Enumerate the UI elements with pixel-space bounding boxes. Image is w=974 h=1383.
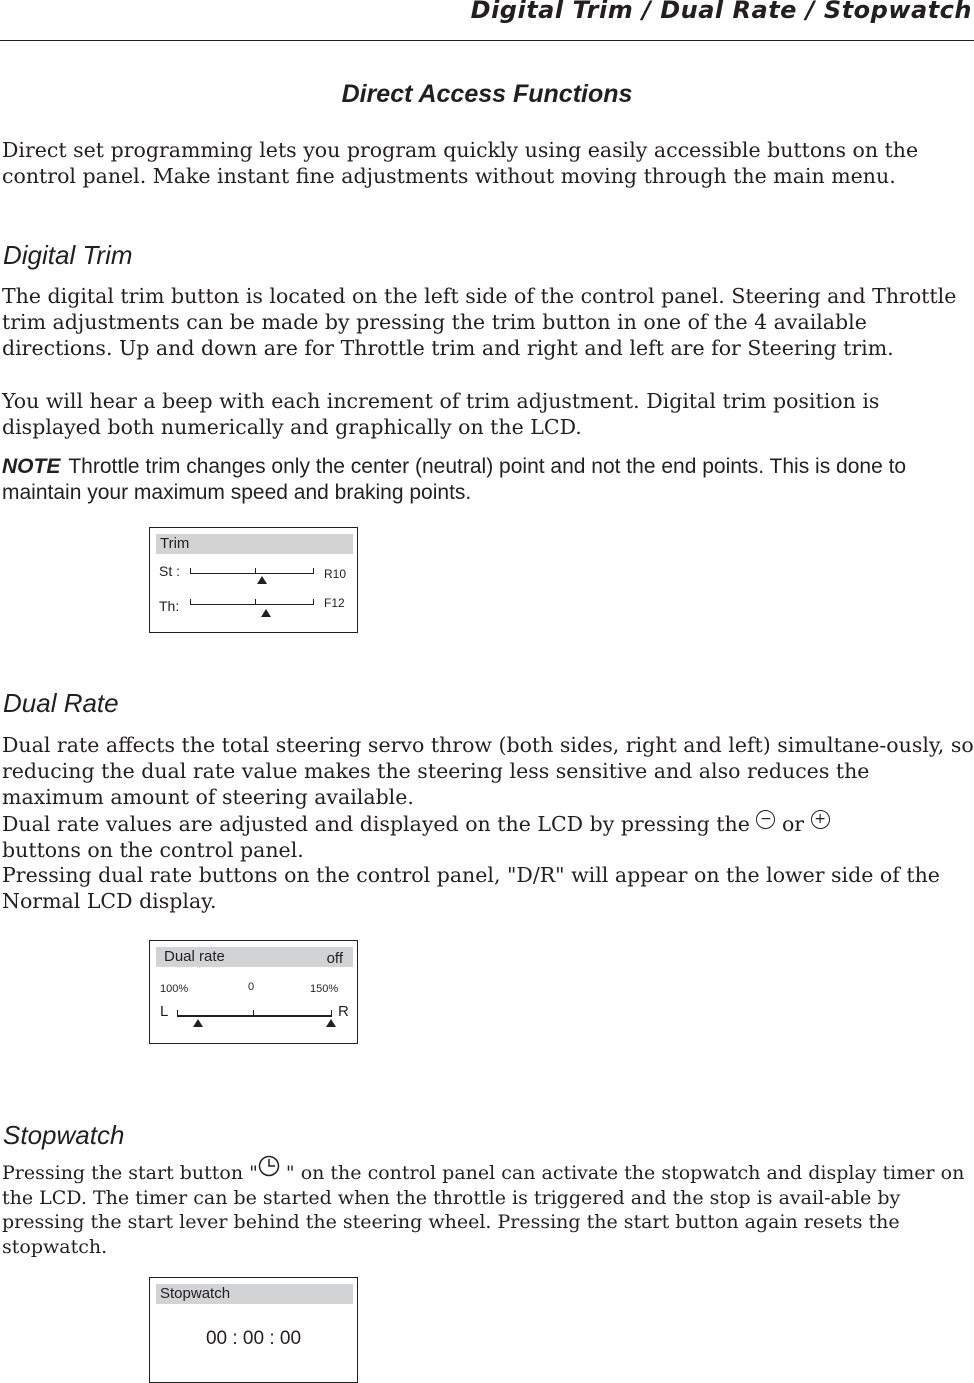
tick — [313, 568, 314, 573]
dual-rate-status: off — [326, 950, 343, 967]
tick — [255, 568, 256, 573]
throttle-trim-marker — [261, 609, 271, 617]
tick — [190, 599, 191, 604]
steering-trim-marker — [257, 576, 267, 584]
page-title: Direct Access Functions — [341, 80, 633, 108]
digital-trim-heading: Digital Trim — [3, 240, 133, 270]
plus-button-icon: + — [811, 810, 830, 829]
stopwatch-body — [2, 1155, 974, 1259]
dual-rate-bar — [177, 1015, 332, 1017]
dual-rate-body-3: Pressing dual rate buttons on the control panel, "D/R" will appear on the lower side of the Normal LCD display. — [2, 863, 940, 913]
center-value: 0 — [248, 981, 255, 993]
dual-rate-body-2 — [2, 810, 974, 863]
left-rate-marker — [193, 1019, 203, 1027]
trim-lcd-title: Trim — [156, 534, 353, 554]
header-rule — [0, 40, 974, 41]
or-text: or — [781, 812, 805, 836]
digital-trim-body: The digital trim button is located on the left side of the control panel. Steering and Throttle trim adjustments can be made by pressing the trim button in one of the 4 available directions. Up and down are for Throttle trim and right and left are for Steering trim. — [2, 284, 957, 360]
note-text: Throttle trim changes only the center (neutral) point and not the end points. This is done to maintain your maximum speed and braking points. — [2, 455, 907, 504]
stopwatch-lcd — [149, 1277, 358, 1383]
note-label: NOTE — [2, 455, 61, 478]
stopwatch-heading: Stopwatch — [3, 1120, 125, 1150]
dual-rate-text: Dual rate values are adjusted and displayed on the LCD by pressing the — [2, 812, 750, 836]
stopwatch-text-post: " on the control panel can activate the stopwatch and display timer on the LCD. The timer can be started when the throttle is triggered and the stop is avail-able by pressing the start lever behind the steering wheel. Pressing the start button again resets the stopwatch. — [2, 1162, 965, 1258]
tick — [313, 599, 314, 604]
dual-rate-lcd — [149, 940, 358, 1044]
intro-paragraph: Direct set programming lets you program quickly using easily accessible buttons on the control panel. Make instant fine adjustments without moving through the main menu. — [2, 138, 919, 188]
throttle-trim-value: F12 — [324, 596, 345, 610]
tick — [253, 1010, 254, 1015]
tick — [331, 1010, 332, 1015]
steering-trim-value: R10 — [324, 567, 347, 581]
stopwatch-time: 00 : 00 : 00 — [205, 1328, 302, 1349]
dual-rate-body: Dual rate affects the total steering servo throw (both sides, right and left) simultane-ously, so reducing the dual rate value makes the steering less sensitive and also reduces the maximum amount of steering available. — [2, 733, 974, 809]
tick — [255, 599, 256, 604]
tick — [177, 1010, 178, 1015]
throttle-trim-bar — [190, 604, 314, 605]
stopwatch-text: Pressing the start button " — [2, 1162, 258, 1184]
steering-label: St : — [159, 563, 181, 579]
dual-rate-heading: Dual Rate — [3, 688, 119, 718]
right-percent: 150% — [310, 983, 339, 995]
stopwatch-lcd-title: Stopwatch — [156, 1284, 353, 1304]
running-header: Digital Trim / Dual Rate / Stopwatch — [470, 0, 972, 24]
left-percent: 100% — [160, 983, 189, 995]
digital-trim-body-2: You will hear a beep with each increment of trim adjustment. Digital trim position is displayed both numerically and graphically on the LCD. — [2, 389, 880, 439]
throttle-label: Th: — [159, 598, 180, 614]
left-label: L — [160, 1003, 169, 1020]
dual-rate-lcd-title: Dual rate — [156, 947, 353, 967]
right-label: R — [338, 1003, 349, 1020]
right-rate-marker — [326, 1019, 336, 1027]
trim-lcd — [149, 527, 358, 633]
steering-trim-bar — [190, 573, 314, 574]
clock-icon — [258, 1155, 280, 1177]
minus-button-icon: − — [756, 810, 775, 829]
tick — [190, 568, 191, 573]
dual-rate-text-post: buttons on the control panel. — [2, 838, 304, 862]
note-block — [2, 454, 962, 506]
